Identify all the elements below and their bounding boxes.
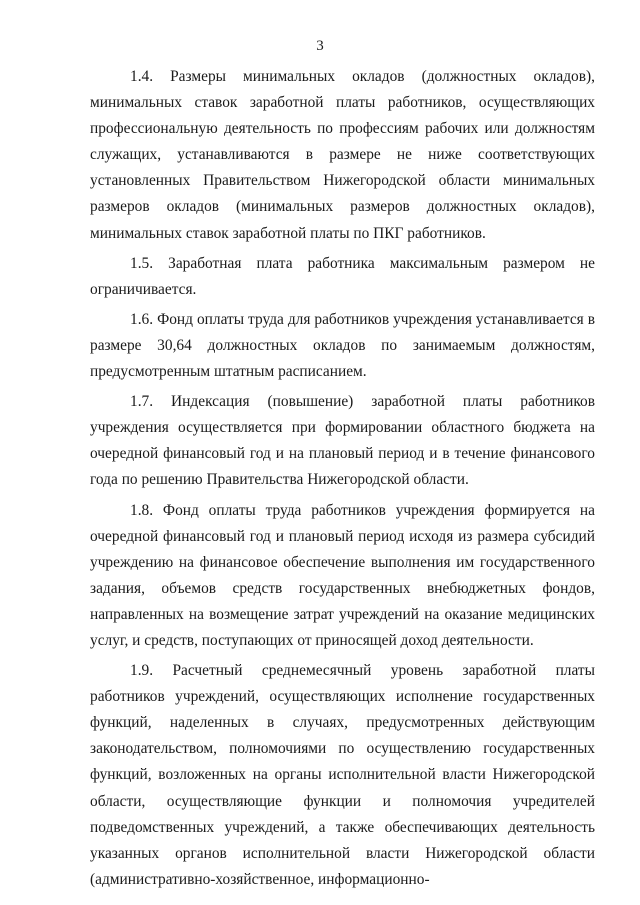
paragraph-1-9: 1.9. Расчетный среднемесячный уровень заработной платы работников учреждений, осуществляющих исполнение государственных функций, наделенных в случаях, предусмотренных действующим законодательством, полномочиями по осуществлению государственных функций, возложенных на органы исполнительной власти Нижегородской области, осуществляющие функции и полномочия учредителей подведомственных учреждений, а также обеспечивающих деятельность указанных органов исполнительной власти Нижегородской области (административно-хозяйственное, информационно- [90, 662, 595, 888]
paragraph-1-6: 1.6. Фонд оплаты труда для работников учреждения устанавливается в размере 30,64 должностных окладов по занимаемым должностям, предусмотренным штатным расписанием. [90, 310, 595, 381]
paragraph-1-8: 1.8. Фонд оплаты труда работников учреждения формируется на очередной финансовый год и плановый период исходя из размера субсидий учреждению на финансовое обеспечение выполнения им государственного задания, объемов средств государственных внебюджетных фондов, направленных на возмещение затрат учреждений на оказание медицинских услуг, и средств, поступающих от приносящей доход деятельности. [90, 501, 595, 649]
paragraph-1-5: 1.5. Заработная плата работника максимальным размером не ограничивается. [90, 254, 595, 298]
document-body [90, 64, 595, 897]
paragraph-1-7: 1.7. Индексация (повышение) заработной платы работников учреждения осуществляется при формировании областного бюджета на очередной финансовый год и на плановый период и в течение финансового года по решению Правительства Нижегородской области. [90, 393, 595, 489]
page-number: 3 [316, 38, 324, 54]
paragraph-1-4: 1.4. Размеры минимальных окладов (должностных окладов), минимальных ставок заработной платы работников, осуществляющих профессиональную деятельность по профессиям рабочих или должностям служащих, устанавливаются в размере не ниже соответствующих установленных Правительством Нижегородской области минимальных размеров окладов (минимальных размеров должностных окладов), минимальных ставок заработной платы по ПКГ работников. [90, 68, 595, 242]
